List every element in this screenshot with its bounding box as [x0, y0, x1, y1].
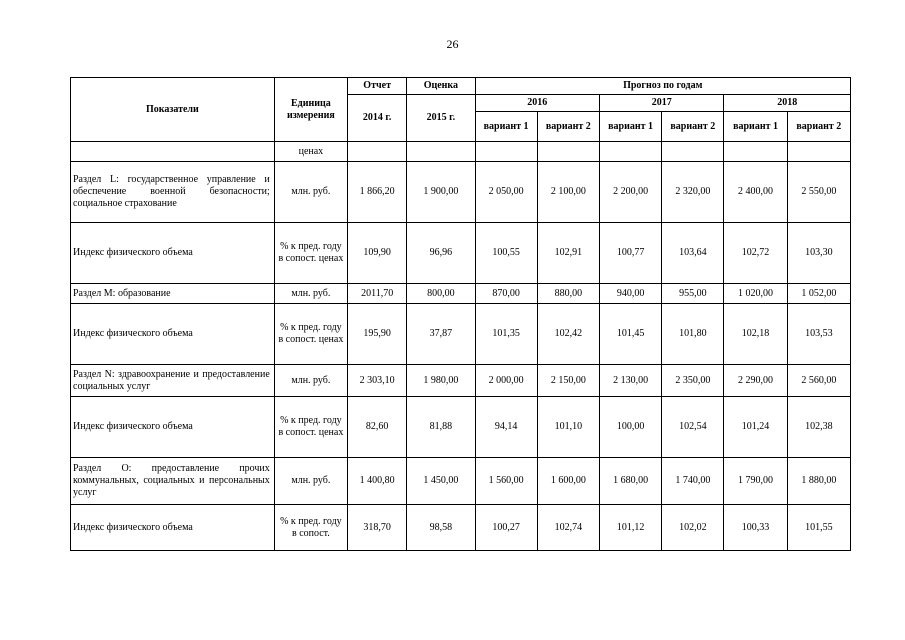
value-cell: 1 400,80: [348, 458, 407, 505]
forecast-table: [70, 77, 851, 551]
header-variant: вариант 1: [724, 112, 787, 142]
table-row: [71, 162, 851, 223]
row-label: Раздел О: предоставление прочих коммунальных, социальных и персональных услуг: [71, 458, 275, 505]
header-variant: вариант 1: [599, 112, 661, 142]
value-cell: 102,42: [537, 304, 599, 365]
value-cell: 1 560,00: [475, 458, 537, 505]
value-cell: 96,96: [407, 223, 475, 284]
value-cell: 101,45: [599, 304, 661, 365]
header-unit: Единица измерения: [274, 78, 347, 142]
value-cell: 100,77: [599, 223, 661, 284]
value-cell: 2 350,00: [662, 365, 724, 397]
value-cell: 102,18: [724, 304, 787, 365]
row-unit: % к пред. году в сопост. ценах: [274, 397, 347, 458]
row-unit: ценах: [274, 142, 347, 162]
row-unit: млн. руб.: [274, 162, 347, 223]
row-label: Индекс физического объема: [71, 304, 275, 365]
value-cell: 2 150,00: [537, 365, 599, 397]
header-report: Отчет: [348, 78, 407, 95]
value-cell: [599, 142, 661, 162]
value-cell: 2 400,00: [724, 162, 787, 223]
value-cell: 100,55: [475, 223, 537, 284]
value-cell: 102,91: [537, 223, 599, 284]
value-cell: [787, 142, 850, 162]
header-year: 2018: [724, 95, 851, 112]
value-cell: [348, 142, 407, 162]
value-cell: 2 320,00: [662, 162, 724, 223]
value-cell: 1 680,00: [599, 458, 661, 505]
row-label: Раздел N: здравоохранение и предоставление социальных услуг: [71, 365, 275, 397]
value-cell: 2 560,00: [787, 365, 850, 397]
header-variant: вариант 2: [787, 112, 850, 142]
value-cell: 101,10: [537, 397, 599, 458]
table-row: [71, 458, 851, 505]
page-number: 26: [446, 37, 459, 51]
row-unit: % к пред. году в сопост. ценах: [274, 223, 347, 284]
value-cell: 2 100,00: [537, 162, 599, 223]
value-cell: 2 130,00: [599, 365, 661, 397]
table-row: [71, 223, 851, 284]
value-cell: 870,00: [475, 284, 537, 304]
row-unit: % к пред. году в сопост. ценах: [274, 304, 347, 365]
value-cell: 103,64: [662, 223, 724, 284]
value-cell: 81,88: [407, 397, 475, 458]
value-cell: [724, 142, 787, 162]
header-variant: вариант 2: [537, 112, 599, 142]
row-label: Индекс физического объема: [71, 397, 275, 458]
value-cell: 2 550,00: [787, 162, 850, 223]
value-cell: 101,35: [475, 304, 537, 365]
value-cell: 103,30: [787, 223, 850, 284]
value-cell: 880,00: [537, 284, 599, 304]
header-indicators: Показатели: [71, 78, 275, 142]
value-cell: 1 740,00: [662, 458, 724, 505]
value-cell: 102,74: [537, 505, 599, 551]
row-label: Индекс физического объема: [71, 223, 275, 284]
value-cell: 94,14: [475, 397, 537, 458]
table-row: [71, 397, 851, 458]
value-cell: 1 880,00: [787, 458, 850, 505]
value-cell: 1 900,00: [407, 162, 475, 223]
value-cell: 2 200,00: [599, 162, 661, 223]
header-year: 2017: [599, 95, 723, 112]
value-cell: 102,54: [662, 397, 724, 458]
row-label: Раздел L: государственное управление и обеспечение военной безопасности; социальное страхование: [71, 162, 275, 223]
value-cell: 1 052,00: [787, 284, 850, 304]
value-cell: 318,70: [348, 505, 407, 551]
value-cell: 195,90: [348, 304, 407, 365]
value-cell: 100,00: [599, 397, 661, 458]
value-cell: 2 290,00: [724, 365, 787, 397]
header-report-year: 2014 г.: [348, 95, 407, 142]
value-cell: 2 303,10: [348, 365, 407, 397]
value-cell: 2 000,00: [475, 365, 537, 397]
table-header: [71, 78, 851, 142]
value-cell: 102,02: [662, 505, 724, 551]
header-estimate-year: 2015 г.: [407, 95, 475, 142]
table-row: [71, 304, 851, 365]
value-cell: 2011,70: [348, 284, 407, 304]
value-cell: 101,24: [724, 397, 787, 458]
value-cell: 1 866,20: [348, 162, 407, 223]
value-cell: 100,27: [475, 505, 537, 551]
value-cell: 82,60: [348, 397, 407, 458]
table-row: [71, 284, 851, 304]
header-variant: вариант 2: [662, 112, 724, 142]
row-unit: млн. руб.: [274, 458, 347, 505]
table-row: [71, 142, 851, 162]
row-label: Раздел М: образование: [71, 284, 275, 304]
value-cell: 1 450,00: [407, 458, 475, 505]
row-unit: млн. руб.: [274, 365, 347, 397]
header-year: 2016: [475, 95, 599, 112]
value-cell: 1 980,00: [407, 365, 475, 397]
value-cell: 1 790,00: [724, 458, 787, 505]
value-cell: 37,87: [407, 304, 475, 365]
row-label: [71, 142, 275, 162]
value-cell: 1 600,00: [537, 458, 599, 505]
value-cell: [407, 142, 475, 162]
value-cell: 103,53: [787, 304, 850, 365]
value-cell: 101,80: [662, 304, 724, 365]
value-cell: 109,90: [348, 223, 407, 284]
value-cell: 102,38: [787, 397, 850, 458]
value-cell: 940,00: [599, 284, 661, 304]
table-row: [71, 365, 851, 397]
value-cell: 102,72: [724, 223, 787, 284]
header-forecast: Прогноз по годам: [475, 78, 851, 95]
value-cell: 800,00: [407, 284, 475, 304]
value-cell: 955,00: [662, 284, 724, 304]
value-cell: [662, 142, 724, 162]
row-label: Индекс физического объема: [71, 505, 275, 551]
row-unit: млн. руб.: [274, 284, 347, 304]
value-cell: 1 020,00: [724, 284, 787, 304]
header-estimate: Оценка: [407, 78, 475, 95]
value-cell: 2 050,00: [475, 162, 537, 223]
row-unit: % к пред. году в сопост.: [274, 505, 347, 551]
table-row: [71, 505, 851, 551]
value-cell: [475, 142, 537, 162]
value-cell: 101,12: [599, 505, 661, 551]
value-cell: [537, 142, 599, 162]
header-variant: вариант 1: [475, 112, 537, 142]
value-cell: 98,58: [407, 505, 475, 551]
value-cell: 101,55: [787, 505, 850, 551]
value-cell: 100,33: [724, 505, 787, 551]
